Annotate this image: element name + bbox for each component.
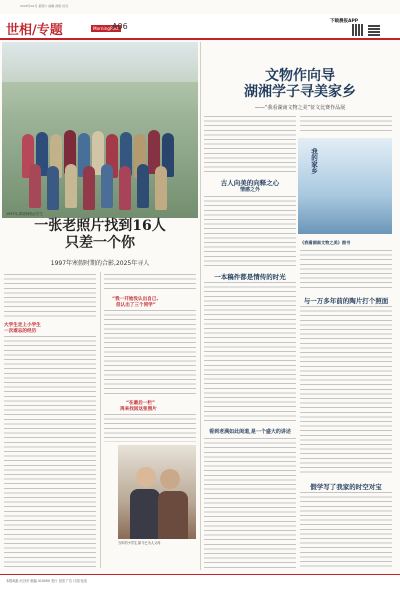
right-headline: [200, 68, 400, 100]
recent-photo-caption: 当年的小学生,如今已为人父母: [118, 541, 161, 545]
article-text-block: [204, 196, 296, 266]
column-divider: [100, 272, 101, 568]
qr-code-icon-2[interactable]: [368, 24, 380, 36]
article-text-block: [300, 116, 392, 134]
qr-code-icon[interactable]: [352, 24, 364, 36]
article-text-block: [300, 250, 392, 290]
right-block5-heading: 假学写了我家的时空对宝: [310, 483, 382, 491]
left-subheadline: 1997年寒假时期的合影,2025年寻人: [50, 260, 150, 267]
right-block1-subheading: 情感之外: [239, 187, 260, 193]
right-subheadline: ——“我看湖南文物之美”征文比赛作品展: [254, 105, 346, 111]
article-text-block: [204, 116, 296, 172]
article-text-block: [4, 274, 96, 318]
right-headline-line1: 文物作向导: [265, 68, 335, 84]
download-app-label: 下载晨报APP: [330, 19, 359, 24]
article-text-block: [4, 336, 96, 568]
article-text-block: [104, 414, 196, 442]
old-group-photo: [2, 42, 198, 218]
left-headline-line1: 一张老照片找到16人: [34, 218, 166, 234]
header-rule: [0, 38, 400, 40]
page-divider: [200, 42, 201, 570]
photo-caption: 1997年,陈老师指点学生: [6, 212, 43, 216]
book-cover-title: 我的家乡: [310, 148, 318, 174]
left-subtitle-1b: 一次难忘的经历: [4, 329, 37, 334]
left-headline: [0, 218, 200, 252]
article-text-block: [204, 282, 296, 422]
paper-logo: MorningPost: [93, 26, 119, 31]
section-title: 世相/专题: [6, 23, 63, 38]
left-headline-line2: 只差一个你: [65, 235, 135, 251]
book-side-info: 《我看湖南文物之美》图书: [300, 240, 351, 245]
footer-text: 本报地址:长沙市 邮编 410000 发行 全国 广告 订阅 电话: [6, 579, 87, 583]
left-subtitle-1: 大学生走上小学生: [4, 323, 41, 328]
right-block2-heading: 一本稿件都是情传的时光: [214, 273, 286, 281]
article-text-block: [300, 492, 392, 568]
left-subtitle-3b: 再来找回这张照片: [120, 407, 157, 412]
left-subtitle-2: “我一开始没认出自己,: [112, 297, 159, 302]
right-block4-heading: 与一万多年前的陶片打个照面: [303, 297, 389, 305]
right-block3-heading: 看到老满如此闺道,是一个盛大的讲述: [209, 429, 291, 435]
article-text-block: [300, 306, 392, 476]
article-text-block: [104, 274, 196, 292]
right-headline-line2: 湖湘学子寻美家乡: [244, 84, 356, 100]
left-subtitle-3: “在最后一栏”: [126, 401, 156, 406]
page-number: A06: [112, 22, 128, 31]
dateline: 2025年01月 星期六 编辑 排版 校对: [20, 4, 69, 8]
article-text-block: [204, 438, 296, 568]
article-text-block: [104, 310, 196, 396]
right-block1-heading: 古人向美的向释之心: [220, 179, 280, 187]
recent-photo: [118, 445, 196, 539]
left-subtitle-2b: 但认出了三个同学”: [116, 303, 156, 308]
